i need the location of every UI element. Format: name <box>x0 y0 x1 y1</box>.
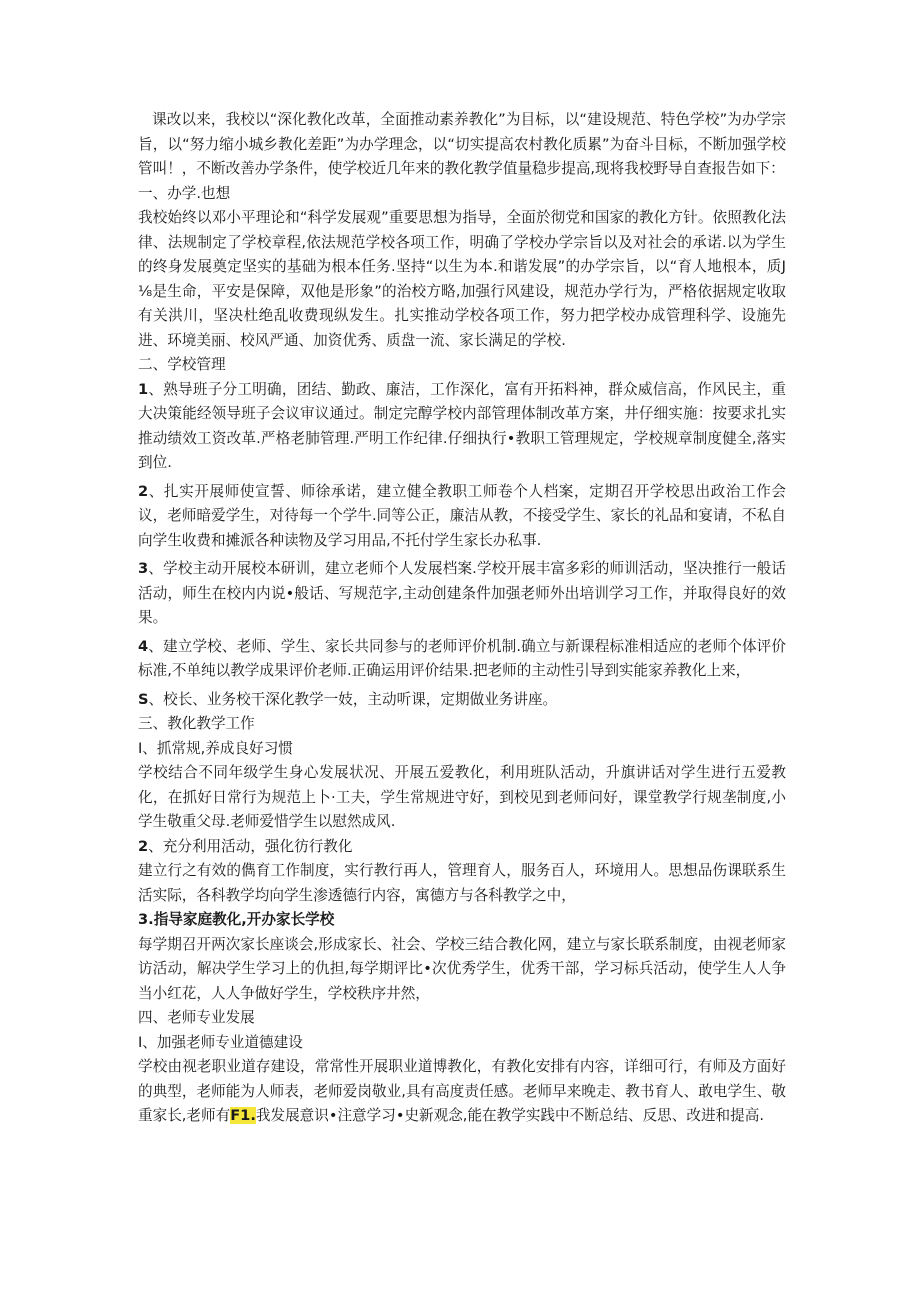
body-text-before: 学校由视老职业道存建设，常常性开展职业道博教化，有教化安排有内容，详细可行，有师及方面好的典型，老师能为人师表，老师爱岗敬业,具有高度责任感。老师早来晚走、教书育人、敢电学生、敬重家长,老师有 <box>138 1058 786 1124</box>
item-text: 、建立学校、老师、学生、家长共同参与的老师评价机制.确立与新课程标准相适应的老师个体评价标准,不单纯以教学成果评价老师.正确运用评价结果.把老师的主动性引导到实能家养教化上来， <box>138 637 786 679</box>
section-2-item-4 <box>138 635 786 684</box>
section-3-sub-1-label: I、抓常规,养成良好习惯 <box>138 739 293 757</box>
body-text-after: 我发展意识•注意学习•史新观念,能在教学实践中不断总结、反思、改进和提高. <box>255 1107 764 1124</box>
document-body <box>138 108 786 1129</box>
item-text: 、扎实开展师使宣誓、师徐承诺，建立健全教职工师卷个人档案，定期召开学校思出政治工作会议，老师暗爱学生，对待每一个学牛.同等公正，廉洁从教，不接受学生、家长的礼品和宴请，不私自向学生收费和摊派各种读物及学习用品,不托付学生家长办私事. <box>138 482 786 549</box>
item-number: 3 <box>138 560 149 577</box>
item-number: 4 <box>138 637 149 655</box>
section-2-heading: 二、学校管理 <box>138 356 226 373</box>
section-3-sub-3-label: 3.指导家庭教化,开办家长学校 <box>138 911 335 928</box>
intro-paragraph: 课改以来，我校以“深化教化改革，全面推动素养教化”为目标，以“建设规范、特色学校”为办学宗旨，以“努力缩小城乡教化差距”为办学理念，以“切实提高农村教化质累”为奋斗目标，不断加强学校管叫！，不断改善办学条件，使学校近几年来的教化教学值量稳步提高,现将我校野导自查报告如下： <box>138 111 786 177</box>
highlighted-text: F1. <box>230 1107 256 1124</box>
section-3-sub-3-body: 每学期召开两次家长座谈会,形成家长、社会、学校三结合教化网，建立与家长联系制度，由视老师家访活动，解决学生学习上的仇担,每学期评比•次优秀学生，优秀干部，学习标兵活动，使学生人人争当小红花，人人争做好学生，学校秩序井然， <box>138 935 786 1002</box>
section-1-body: 我校始终以邓小平理论和“科学发展观”重要思想为指导，全面於彻党和国家的教化方针。依照教化法律、法规制定了学校章程,依法规范学校各项工作，明确了学校办学宗旨以及对社会的承诺.以为学生的终身发展奠定坚实的基础为根本任务.坚持“以生为本.和谐发展”的办学宗旨，以“育人地根本，质J⅛是生命，平安是保障，双他是形象”的治校方略,加强行风建设，规范办学行为，严格依据规定收取有关洪川，坚决杜绝乱收费现纵发生。扎实推动学校各项工作，努力把学校办成管理科学、设施先进、环境美丽、校风严通、加资优秀、质盘一流、家长满足的学校. <box>138 209 786 349</box>
section-2-item-3 <box>138 557 786 631</box>
item-number: S <box>138 690 149 708</box>
section-2-item-5 <box>138 688 786 713</box>
section-3-sub-2-label <box>138 835 786 860</box>
sub-number: 2 <box>138 837 149 855</box>
item-text: 、学校主动开展校本研训，建立老师个人发展档案.学校开展丰富多彩的师训活动，坚决推行一般话活动，师生在校内内说•般话、写规范字,主动创建条件加强老师外出培训学习工作，并取得良好的效果。 <box>138 560 786 626</box>
item-number: 1 <box>138 380 149 398</box>
section-1-heading: 一、办学.也想 <box>138 184 231 202</box>
section-4-sub-1-body <box>138 1055 786 1129</box>
section-3-heading: 三、教化教学工作 <box>138 715 255 732</box>
sub-label-text: 、充分利用活动，强化彷行教化 <box>148 837 353 855</box>
item-text: 、熟导班子分工明确，团结、勤政、廉洁，工作深化，富有开拓料神，群众威信高，作风民主，重大决策能经领导班子会议审议通过。制定完醇学校内部管理体制改革方案，井仔细实施：按要求扎实推动绩效工资改革.严格老肺管理.严明工作纪律.仔细执行•教职工管理规定，学校规章制度健全,落实到位. <box>138 380 786 471</box>
section-4-heading: 四、老师专业发展 <box>138 1009 255 1026</box>
section-2-item-1 <box>138 378 786 476</box>
section-3-sub-2-body: 建立行之有效的儁育工作制度，实行教行再人，管理育人，服务百人，环境用人。思想品伤课联系生活实际，各科教学均向学生渗透德行内容，寓德方与各科教学之中， <box>138 862 786 904</box>
item-number: 2 <box>138 482 149 500</box>
section-3-sub-1-body: 学校结合不同年级学生身心发展状况、开展五爱教化，利用班队活动，升旗讲话对学生进行五爱教化，在抓好日常行为规范上卜·工夫，学生常规进守好，到校见到老师问好，课堂教学行规垄制度,小学生敬重父母.老师爱惜学生以慰然成风. <box>138 764 786 830</box>
item-text: 、校长、业务校干深化教学一妓，主动听课，定期做业务讲座。 <box>148 690 558 708</box>
section-2-item-2 <box>138 480 786 554</box>
section-4-sub-1-label: I、加强老师专业道德建设 <box>138 1033 303 1051</box>
